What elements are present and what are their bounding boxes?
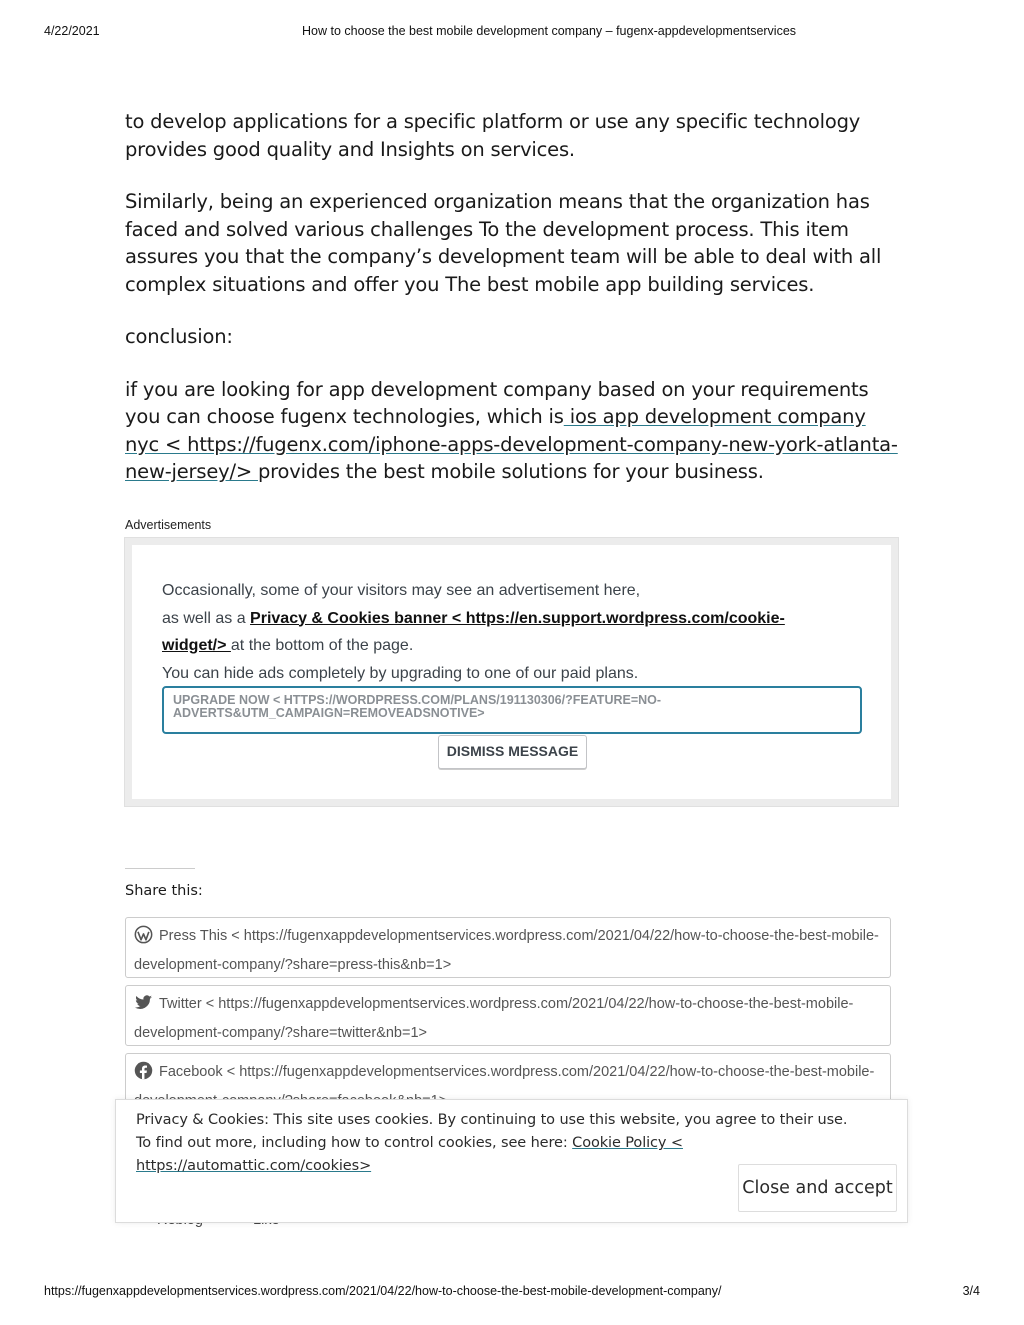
share-press-this-button[interactable] [125, 917, 891, 978]
print-footer-url: https://fugenxappdevelopmentservices.wordpress.com/2021/04/22/how-to-choose-the-best-mobile-development-company/ [44, 1284, 722, 1298]
share-press-this-text: Press This < https://fugenxappdevelopmentservices.wordpress.com/2021/04/22/how-to-choose-the-best-mobile-development-company/?share=press-this&nb=1> [134, 928, 879, 973]
dismiss-message-button[interactable]: DISMISS MESSAGE [438, 735, 587, 769]
share-this-label: Share this: [125, 883, 203, 899]
print-date: 4/22/2021 [44, 24, 100, 38]
twitter-icon [134, 993, 153, 1012]
cookie-line-1: Privacy & Cookies: This site uses cookies. By continuing to use this website, you agree to their use. [136, 1112, 848, 1128]
ad-line-1: Occasionally, some of your visitors may see an advertisement here, [162, 582, 641, 599]
article-paragraph-1: to develop applications for a specific platform or use any specific technology provides good quality and Insights on services. [125, 110, 861, 161]
print-header [44, 24, 980, 42]
article-body [125, 108, 900, 511]
ad-line-2 [162, 605, 842, 660]
ad-line-2-text: as well as a [162, 609, 251, 627]
privacy-cookies-banner-link[interactable]: Privacy & Cookies banner < https://en.support.wordpress.com/cookie-widget/> [162, 609, 785, 654]
ad-notice-box [124, 537, 899, 807]
cookie-banner [115, 1099, 908, 1223]
upgrade-now-button[interactable]: UPGRADE NOW < HTTPS://WORDPRESS.COM/PLANS/191130306/?FEATURE=NO-ADVERTS&UTM_CAMPAIGN=REMOVEADSNOTIVE> [162, 686, 862, 734]
ad-notice-text [162, 577, 842, 687]
advertisements-label: Advertisements [125, 518, 212, 532]
article-p4-text: if you are looking for app development company based on your requirements you can choose fugenx technologies, which is [125, 377, 869, 428]
article-paragraph-4 [125, 376, 900, 486]
share-facebook-text: Facebook < https://fugenxappdevelopmentservices.wordpress.com/2021/04/22/how-to-choose-the-best-mobile- [159, 1064, 875, 1080]
article-conclusion-heading: conclusion: [125, 325, 233, 348]
print-footer [44, 1284, 980, 1302]
print-page-number: 3/4 [962, 1284, 980, 1298]
ad-notice-inner [132, 545, 891, 799]
share-twitter-text: Twitter < https://fugenxappdevelopmentservices.wordpress.com/2021/04/22/how-to-choose-the-best-mobile-development-company/?share=twitter&nb=1> [134, 996, 854, 1041]
article-p4-tail: provides the best mobile solutions for your business. [257, 460, 764, 483]
share-divider [125, 868, 195, 869]
ios-app-development-link[interactable]: ios app development company nyc < https://fugenx.com/iphone-apps-development-company-new-york-atlanta-new-jersey/> [125, 405, 898, 483]
print-page-title: How to choose the best mobile development company – fugenx-appdevelopmentservices [302, 24, 797, 38]
ad-line-2-tail: at the bottom of the page. [230, 637, 414, 654]
cookie-line-2-text: To find out more, including how to control cookies, see here: [136, 1135, 573, 1151]
cookie-policy-link[interactable]: Cookie Policy < https://automattic.com/cookies> [136, 1135, 683, 1174]
facebook-icon [134, 1061, 153, 1080]
article-paragraph-2: Similarly, being an experienced organization means that the organization has faced and solved various challenges To the development process. This item assures you that the company’s development team will be able to deal with all complex situations and offer you The best mobile app building services. [125, 190, 882, 296]
wordpress-icon [134, 925, 153, 944]
share-twitter-button[interactable] [125, 985, 891, 1046]
ad-line-3: You can hide ads completely by upgrading to one of our paid plans. [162, 664, 639, 682]
close-and-accept-button[interactable]: Close and accept [738, 1164, 897, 1212]
